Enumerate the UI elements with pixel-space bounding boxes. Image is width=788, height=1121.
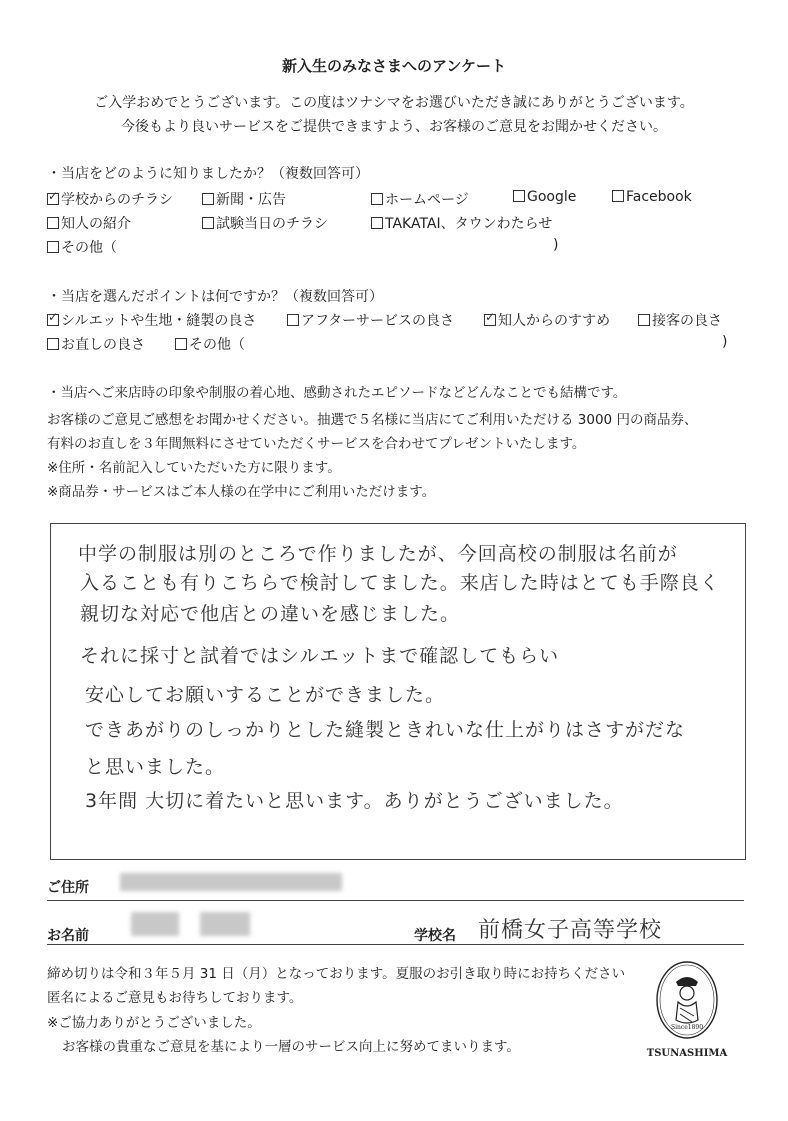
option-silhouette[interactable] (47, 310, 256, 330)
handwritten-line: 3年間 大切に着たいと思います。ありがとうございました。 (85, 790, 624, 812)
checkbox-icon[interactable] (47, 338, 59, 350)
option-google[interactable] (513, 189, 576, 205)
redacted-given-name (200, 912, 250, 936)
option-label: その他（ (61, 240, 117, 256)
option-label: ホームページ (385, 192, 469, 208)
checkbox-icon[interactable] (47, 241, 59, 253)
option-takatai[interactable] (371, 213, 552, 233)
logo-brand: TSUNASHIMA (646, 1048, 728, 1059)
logo-since: Since1890 (670, 1024, 704, 1031)
question-3-note: ※住所・名前記入していただいた方に限ります。 (47, 460, 341, 476)
redacted-address (120, 873, 342, 891)
option-label: Facebook (626, 189, 692, 205)
handwritten-line: できあがりのしっかりとした縫製ときれいな仕上がりはさすがだな (85, 719, 686, 741)
greeting-line-2: 今後もより良いサービスをご提供できますよう、お客様のご意見をお聞かせください。 (121, 119, 667, 135)
handwritten-line: 安心してお願いすることができました。 (85, 684, 446, 706)
handwritten-line: 中学の制服は別のところで作りましたが、今回高校の制服は名前が (78, 543, 678, 565)
question-2: ・当店を選んだポイントは何ですか？（複数回答可） (47, 289, 383, 305)
option-label: お直しの良さ (61, 337, 145, 353)
option-label: 学校からのチラシ (61, 192, 173, 208)
option-exam-flyer[interactable] (202, 213, 328, 233)
question-1: ・当店をどのように知りましたか？（複数回答可） (47, 166, 369, 182)
option-label: 知人の紹介 (61, 216, 131, 232)
option-facebook[interactable] (612, 189, 692, 205)
option-label: アフターサービスの良さ (301, 313, 455, 329)
option-label: TAKATAI、タウンわたらせ (385, 216, 553, 232)
deadline-note: 締め切りは令和３年５月 31 日（月）となっております。夏服のお引き取り時にお持ちください (47, 966, 626, 982)
option-label: その他（ (189, 337, 245, 353)
handwritten-line: 入ることも有りこちらで検討してました。来店した時はとても手際良く (80, 572, 720, 594)
option-homepage[interactable] (371, 189, 469, 209)
checkbox-icon[interactable] (202, 193, 214, 205)
greeting-line-1: ご入学おめでとうございます。この度はツナシマをお選びいただき誠にありがとうございます。 (94, 95, 694, 111)
checkbox-icon[interactable] (202, 217, 214, 229)
tsunashima-logo (646, 960, 728, 1070)
anonymous-note: 匿名によるご意見もお待ちしております。 (47, 990, 303, 1006)
checkbox-icon[interactable] (612, 190, 624, 202)
option-service[interactable] (638, 310, 722, 330)
option-label: 知人からのすすめ (498, 313, 611, 329)
page-title: 新入生のみなさまへのアンケート (281, 57, 507, 75)
option-after-service[interactable] (287, 310, 454, 330)
close-paren: ) (722, 334, 728, 350)
redacted-surname (131, 912, 179, 936)
checkbox-icon[interactable] (175, 338, 187, 350)
option-label: 試験当日のチラシ (216, 216, 328, 232)
checkbox-checked-icon[interactable] (47, 193, 59, 205)
question-3-line: お客様のご意見ご感想をお聞かせください。抽選で５名様に当店にてご利用いただける 3000 円の商品券、 (47, 412, 698, 428)
option-label: 接客の良さ (652, 313, 722, 329)
option-acquaintance[interactable] (47, 213, 131, 233)
checkbox-icon[interactable] (371, 217, 383, 229)
option-newspaper-ad[interactable] (202, 189, 286, 209)
option-other-1[interactable] (47, 237, 117, 257)
address-label: ご住所 (47, 880, 89, 896)
option-label: シルエットや生地・縫製の良さ (61, 313, 257, 329)
option-recommendation[interactable] (484, 310, 610, 330)
option-label: Google (527, 189, 577, 205)
address-underline (47, 900, 744, 901)
option-school-flyer[interactable] (47, 189, 173, 209)
checkbox-checked-icon[interactable] (47, 314, 59, 326)
close-paren: ) (553, 237, 559, 253)
option-label: 新聞・広告 (216, 192, 286, 208)
question-3-note: ※商品券・サービスはご本人様の在学中にご利用いただけます。 (47, 484, 436, 500)
school-label: 学校名 (414, 928, 456, 944)
question-3-line: 有料のお直しを３年間無料にさせていただくサービスを合わせてプレゼントいたします。 (47, 436, 586, 452)
name-underline (47, 944, 744, 945)
handwritten-line: それに採寸と試着ではシルエットまで確認してもらい (80, 645, 560, 667)
checkbox-icon[interactable] (287, 314, 299, 326)
checkbox-icon[interactable] (638, 314, 650, 326)
handwritten-line: と思いました。 (85, 756, 226, 778)
closing-note: お客様の貴重なご意見を基により一層のサービス向上に努めてまいります。 (62, 1039, 520, 1055)
school-value: 前橋女子高等学校 (478, 918, 663, 943)
handwritten-line: 親切な対応で他店との違いを感じました。 (80, 603, 461, 625)
checkbox-icon[interactable] (371, 193, 383, 205)
name-label: お名前 (47, 928, 89, 944)
checkbox-icon[interactable] (47, 217, 59, 229)
question-3: ・当店へご来店時の印象や制服の着心地、感動されたエピソードなどどんなことでも結構です。 (47, 385, 627, 401)
option-alteration[interactable] (47, 334, 145, 354)
option-other-2[interactable] (175, 334, 245, 354)
checkbox-checked-icon[interactable] (484, 314, 496, 326)
checkbox-icon[interactable] (513, 190, 525, 202)
thanks-note: ※ご協力ありがとうございました。 (47, 1015, 261, 1031)
